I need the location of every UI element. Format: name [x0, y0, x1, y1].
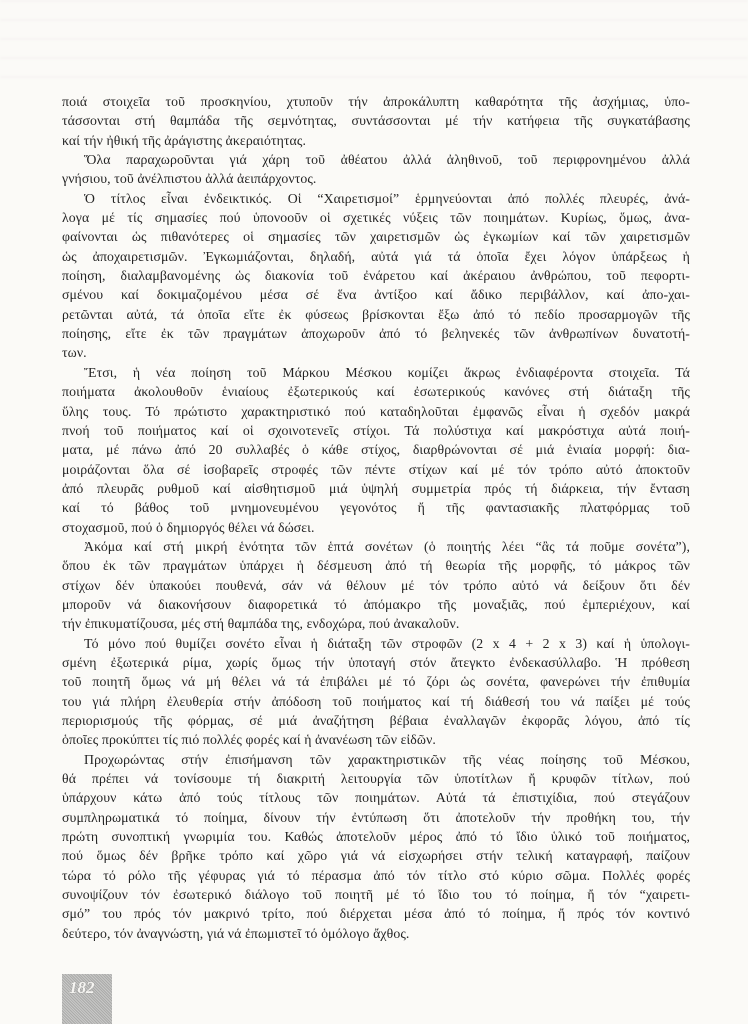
text-line: σμό” του πρός τόν μακρινό τρίτο, πού διέρχεται μέσα ἀπό τό ποίημα, ἤ πρός τόν κοντινό	[62, 906, 690, 922]
paragraph	[62, 634, 690, 750]
paragraph	[62, 189, 690, 363]
text-line: των.	[62, 345, 87, 361]
page-number-badge	[62, 974, 112, 1024]
text-line: ματα, μέ πάνω ἀπό 20 συλλαβές ὁ κάθε στίχος, διαρθρώνονται σέ μιά ἑνιαία μορφή: δια-	[62, 442, 690, 458]
text-line: συμπληρωματικά τό ποίημα, δίνουν τήν ἐντύπωση ὅτι ἀποτελοῦν τήν προθήκη του, τήν	[62, 809, 690, 825]
text-line: ὡς ἀποχαιρετισμῶν. Ἐγκωμιάζονται, δηλαδή, αὐτά γιά τά ὁποῖα ἔχει λόγον ὑπάρξεως ἡ	[62, 248, 690, 264]
text-line: ὁποῖες προκύπτει τίς πιό πολλές φορές καί ἡ ἀνανέωση τῶν εἰδῶν.	[62, 732, 436, 748]
text-line: ὑπάρχουν κάτω ἀπό τούς τίτλους τῶν ποιημάτων. Αὐτά τά ἐπιστιχίδια, πού στεγάζουν	[62, 790, 690, 806]
paragraph	[62, 537, 690, 634]
page-number: 182	[69, 978, 95, 997]
text-line: Ἔτσι, ἡ νέα ποίηση τοῦ Μάρκου Μέσκου κομίζει ἄκρως ἐνδιαφέροντα στοιχεῖα. Τά	[84, 364, 690, 380]
text-line: Ὁ τίτλος εἶναι ἐνδεικτικός. Οἱ “Χαιρετισμοί” ἑρμηνεύονται ἀπό πολλές πλευρές, ἀνά-	[84, 190, 690, 206]
text-line: ρετῶνται αὐτά, τά ὁποῖα εἴτε ἐκ φύσεως βρίσκονται ἔξω ἀπό τό πεδίο προσαρμογῶν τῆς	[62, 306, 690, 322]
text-line: ποιά στοιχεῖα τοῦ προσκηνίου, χτυποῦν τήν ἀπροκάλυπτη καθαρότητα τῆς ἀσχήμιας, ὑπο-	[62, 94, 690, 109]
text-line: του γιά πλήρη ἐλευθερία στήν ἀπόδοση τοῦ ποιήματος καί τή διάθεσή του νά παίξει μέ τούς	[62, 693, 690, 709]
text-line: γνήσιου, τοῦ ἀνέλπιστου ἀλλά ἀειπάρχοντος.	[62, 171, 317, 187]
body-text	[62, 92, 690, 943]
text-line: τώρα τό ρόλο τῆς γέφυρας γιά τό πέρασμα ἀπό τόν τίτλο στό κύριο σῶμα. Πολλές φορές	[62, 867, 690, 883]
text-line: ὕλης τους. Τό πρώτιστο χαρακτηριστικό πού καταδηλοῦται ἐμφανῶς εἶναι ἡ σχεδόν μακρά	[62, 403, 690, 419]
text-line: μποροῦν νά διακονήσουν διαφορετικά τό ἀπόμακρο τῆς μοναξιᾶς, πού ἐμπεριέχουν, καί	[62, 596, 690, 612]
paragraph	[62, 750, 690, 943]
text-line: πνοή τοῦ ποιήματος καί οἱ σχοινοτενεῖς στίχοι. Τά πολύστιχα καί μακρόστιχα αὐτά ποιή-	[62, 422, 690, 438]
text-line: τάσσονται στή θαμπάδα τῆς σεμνότητας, συντάσσονται μέ τήν κατήφεια τῆς συγκατάβασης	[62, 113, 690, 129]
text-line: θά πρέπει νά τονίσουμε τή διακριτή λειτουργία τῶν ὑποτίτλων ἤ κρυφῶν τίτλων, πού	[62, 771, 690, 787]
text-line: τοῦ ποιητῆ ὅμως νά μή θέλει νά τά ἐπιβάλει μέ τό ζόρι ὡς σονέτα, φανερώνει τήν ἐπιθυμία	[62, 674, 690, 690]
text-line: ποιήματα ἀκολουθοῦν ἑνιαίους ἐξωτερικούς καί ἐσωτερικούς κανόνες στή διάταξη τῆς	[62, 384, 690, 400]
text-line: δεύτερο, τόν ἀναγνώστη, γιά νά ἐπωμιστεῖ τό ὁμόλογο ἄχθος.	[62, 925, 410, 941]
text-line: καί τήν ἠθική τῆς ἀράγιστης ἀκεραιότητας.	[62, 132, 306, 148]
text-line: στοχασμοῦ, πού ὁ δημιοργός θέλει νά δώσει.	[62, 519, 315, 535]
paragraph	[62, 92, 690, 150]
text-line: πρώτη συνοπτική γνωριμία του. Καθώς ἀποτελοῦν μέρος ἀπό τό ἴδιο ὑλικό τοῦ ποιήματος,	[62, 829, 690, 845]
text-line: ὅπου ἐκ τῶν πραγμάτων ὑπάρχει ἡ δέσμευση ἀπό τή θεωρία τῆς μορφῆς, τό μάκρος τῶν	[62, 558, 690, 574]
text-line: καί τό βάθος τοῦ μνημονευμένου γεγονότος ἤ τῆς φαντασιακῆς πλατφόρμας τοῦ	[62, 500, 690, 516]
text-line: σμένου καί δοκιμαζομένου μέσα σέ ἕνα ἀντίξοο καί ἄδικο περιβάλλον, καί ἀπο-χαι-	[62, 287, 690, 303]
text-line: φαίνονται ὡς πιθανότερες οἱ σημασίες τῶν χαιρετισμῶν ὡς ἐγκωμίων καί τῶν χαιρετισμῶν	[62, 229, 690, 245]
text-line: ποίηση, διαλαμβανομένης ὡς διακονία τοῦ ἐνάρετου καί ἀκέραιου ἀνθρώπου, τοῦ πεφορτι-	[62, 268, 690, 284]
text-line: ποίησης, εἴτε ἐκ τῶν πραγμάτων ἀποχωροῦν ἀπό τό βεληνεκές τῶν ἀνθρωπίνων δυνατοτή-	[62, 326, 690, 342]
text-line: στίχων δέν ὑπακούει πουθενά, σάν νά θέλουν μέ τόν τρόπο αὐτό νά δείξουν ὅτι δέν	[62, 577, 690, 593]
text-line: τήν ἐπικυματίζουσα, μές στή θαμπάδα της, ενδοχώρα, πού ἀνακαλοῦν.	[62, 616, 460, 632]
text-line: λογα μέ τίς σημασίες πού ὑπονοοῦν οἱ σχετικές νύξεις τῶν ποιημάτων. Κυρίως, ὅμως, ἀνα-	[62, 210, 690, 226]
text-line: Ἀκόμα καί στή μικρή ἑνότητα τῶν ἑπτά σονέτων (ὁ ποιητής λέει “ἂς τά ποῦμε σονέτα”),	[84, 538, 690, 554]
text-line: Τό μόνο πού θυμίζει σονέτο εἶναι ἡ διάταξη τῶν στροφῶν (2 x 4 + 2 x 3) καί ἡ ὑπολογι-	[84, 635, 690, 651]
text-line: μοιράζονται ὅλα σέ ἰσοβαρεῖς στροφές τῶν πέντε στίχων καί μέ τόν τρόπο αὐτό ἀποκτοῦν	[62, 461, 690, 477]
text-line: συνοψίζουν τόν ἐσωτερικό διάλογο τοῦ ποιητῆ μέ τό ἴδιο του τό ποίημα, ἤ τόν “χαιρετι-	[62, 887, 690, 903]
text-line: σμένη ἐξωτερικά ρίμα, χωρίς ὅμως τήν ὑποταγή στόν ἄτεγκτο ἐνδεκασύλλαβο. Ἡ πρόθεση	[62, 654, 690, 670]
text-line: Ὅλα παραχωροῦνται γιά χάρη τοῦ ἀθέατου ἀλλά ἀληθινοῦ, τοῦ περιφρονημένου ἀλλά	[84, 152, 690, 168]
text-line: πού ὅμως δέν βρῆκε τρόπο καί χῶρο γιά νά εἰσχωρήσει στήν τελική καταγραφή, παίζουν	[62, 848, 690, 864]
text-line: Προχωρώντας στήν ἐπισήμανση τῶν χαρακτηριστικῶν τῆς νέας ποίησης τοῦ Μέσκου,	[84, 751, 690, 767]
paragraph	[62, 150, 690, 189]
text-line: ἀπό πλευρᾶς ρυθμοῦ καί αἰσθητισμοῦ μιά ὑψηλή συμμετρία πρός τή διάρκεια, τήν ἔνταση	[62, 480, 690, 496]
text-line: περιορισμούς τῆς φόρμας, σέ μιά ἀναζήτηση βέβαια ἐναλλαγῶν ἐκφορᾶς λόγου, ἀπό τίς	[62, 713, 690, 728]
paragraph	[62, 363, 690, 537]
